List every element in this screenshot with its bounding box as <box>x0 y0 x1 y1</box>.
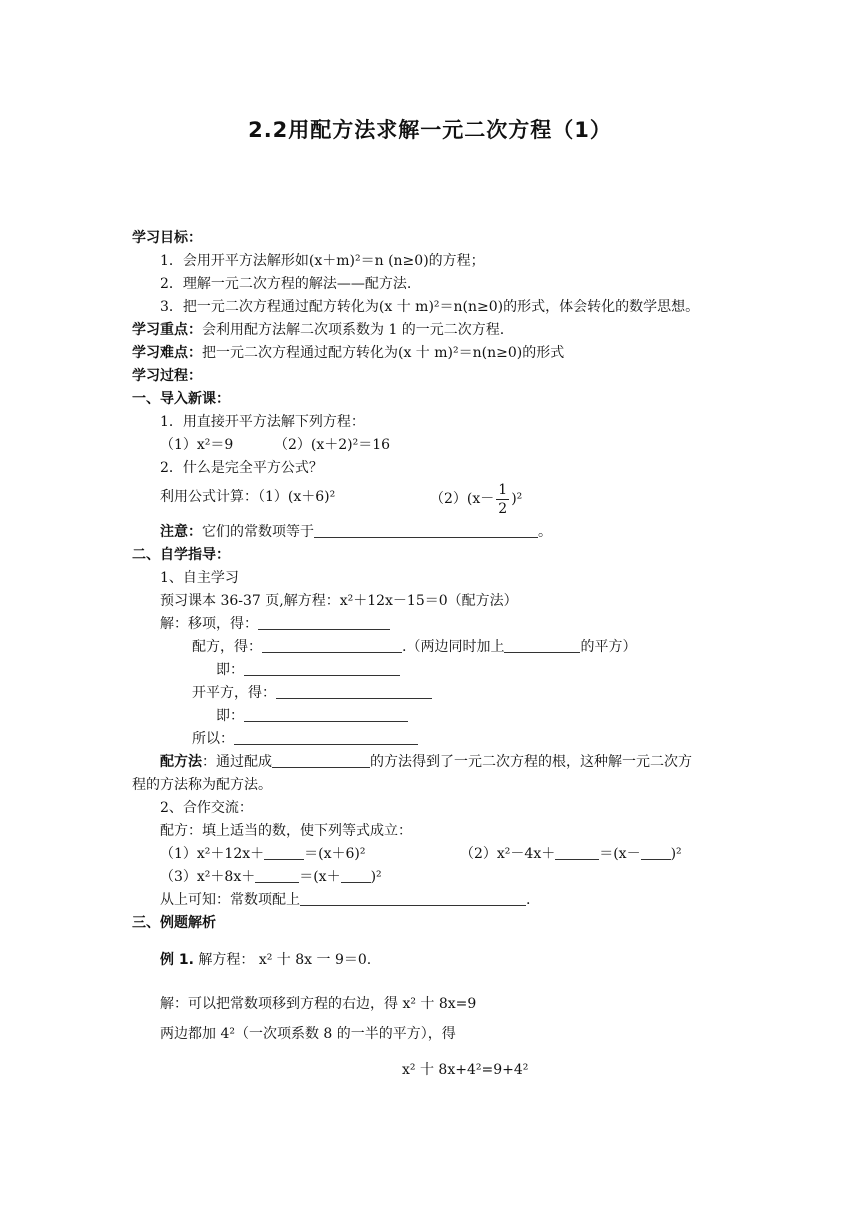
step-ie-2-blank[interactable] <box>244 707 408 722</box>
preview-task: 预习课本 36-37 页,解方程：x²＋12x－15＝0（配方法） <box>160 593 518 609</box>
method-text-2: 的方法得到了一元二次方程的根，这种解一元二次方 <box>370 754 692 770</box>
method-text-1: ：通过配成 <box>202 754 272 770</box>
conclusion <box>160 891 530 909</box>
method-blank[interactable] <box>272 753 370 768</box>
fill-1-right: ＝(x＋6)² <box>304 846 366 862</box>
fill-1-left: （1）x²＋12x＋ <box>160 846 265 862</box>
objectives-heading: 学习目标： <box>132 230 202 246</box>
question-2: 2．什么是完全平方公式？ <box>160 460 323 476</box>
step-sqrt <box>192 684 432 702</box>
note-label: 注意： <box>160 524 202 540</box>
section1-heading: 一、导入新课： <box>132 391 230 407</box>
fill-intro: 配方：填上适当的数，使下列等式成立： <box>160 823 412 839</box>
step-ie-1 <box>216 661 400 679</box>
step-ie-1-label: 即： <box>216 662 244 678</box>
fill-2 <box>460 845 682 863</box>
example-text: 解方程： x² 十 8x 一 9＝0. <box>198 952 372 968</box>
example-label: 例 1. <box>160 952 194 968</box>
note-text: 它们的常数项等于 <box>202 524 314 540</box>
fill-2-right: )² <box>670 846 682 862</box>
conclusion-blank[interactable] <box>300 891 526 906</box>
fill-3-left: （3）x²＋8x＋ <box>160 869 256 885</box>
step-ie-2 <box>216 707 408 725</box>
step-complete-blank[interactable] <box>262 638 402 653</box>
fill-2-mid: ＝(x－ <box>599 846 641 862</box>
fill-3-blank-b[interactable] <box>341 868 371 883</box>
step-complete-label: 配方，得： <box>192 639 262 655</box>
fraction-numerator: 1 <box>498 481 508 498</box>
step-complete-add-blank[interactable] <box>504 638 580 653</box>
solution-step-3: x² 十 8x+4²=9+4² <box>402 1062 529 1078</box>
fill-3-mid: ＝(x＋ <box>299 869 341 885</box>
step-ie-2-label: 即： <box>216 708 244 724</box>
step-ie-1-blank[interactable] <box>244 661 400 676</box>
key-point <box>132 321 504 339</box>
step-complete-end: 的平方） <box>580 639 637 655</box>
fill-2-blank[interactable] <box>555 845 599 860</box>
method-definition-cont: 程的方法称为配方法。 <box>132 777 272 793</box>
calc-2-right: )² <box>511 491 523 507</box>
question-1: 1．用直接开平方法解下列方程： <box>160 414 365 430</box>
fill-3-blank[interactable] <box>255 868 299 883</box>
note-end: 。 <box>538 524 552 540</box>
fill-3 <box>160 868 382 886</box>
fill-1-blank[interactable] <box>264 845 304 860</box>
step-complete-mid: .（两边同时加上 <box>402 639 505 655</box>
objective-1: 1．会用开平方法解形如(x＋m)²＝n (n≥0)的方程； <box>160 253 485 269</box>
fill-2-left: （2）x²－4x＋ <box>460 846 556 862</box>
step-sqrt-label: 开平方，得： <box>192 685 276 701</box>
key-point-text: 会利用配方法解二次项系数为 1 的一元二次方程. <box>202 322 505 338</box>
objective-2: 2．理解一元二次方程的解法——配方法. <box>160 276 412 292</box>
fraction-denominator: 2 <box>498 500 508 517</box>
step-so-label: 所以： <box>192 731 234 747</box>
method-label: 配方法 <box>160 754 202 770</box>
solution-step-2: 两边都加 4²（一次项系数 8 的一半的平方），得 <box>160 1026 456 1042</box>
solution-step-1: 解：可以把常数项移到方程的右边，得 x² 十 8x=9 <box>160 996 477 1012</box>
difficulty-text: 把一元二次方程通过配方转化为(x 十 m)²＝n(n≥0)的形式 <box>202 345 565 361</box>
step-move-label: 解：移项，得： <box>160 616 258 632</box>
objective-3: 3．把一元二次方程通过配方转化为(x 十 m)²＝n(n≥0)的形式，体会转化的数学思想。 <box>160 299 700 315</box>
section2-heading: 二、自学指导： <box>132 547 230 563</box>
method-definition <box>160 753 692 771</box>
fill-2-blank-b[interactable] <box>641 845 671 860</box>
calc-2 <box>430 479 522 519</box>
step-so <box>192 730 418 748</box>
conclusion-text: 从上可知：常数项配上 <box>160 892 300 908</box>
step-so-blank[interactable] <box>234 730 418 745</box>
process-heading: 学习过程： <box>132 368 202 384</box>
example-1 <box>160 951 371 969</box>
step-complete <box>192 638 636 656</box>
difficulty-label: 学习难点： <box>132 345 202 361</box>
self-study-heading: 1、自主学习 <box>160 570 239 586</box>
section3-heading: 三、例题解析 <box>132 915 216 931</box>
page-title: 2.2用配方法求解一元二次方程（1） <box>248 118 612 142</box>
key-point-label: 学习重点： <box>132 322 202 338</box>
step-move-blank[interactable] <box>258 615 390 630</box>
fraction-one-half <box>496 481 509 518</box>
question-1b: （2）(x＋2)²＝16 <box>274 437 391 453</box>
calc-2-left: （2）(x－ <box>430 491 495 507</box>
fill-1 <box>160 845 365 863</box>
calc-1: 利用公式计算：（1）(x＋6)² <box>160 489 336 505</box>
step-sqrt-blank[interactable] <box>276 684 432 699</box>
difficulty <box>132 344 564 362</box>
note-blank[interactable] <box>314 523 538 538</box>
note <box>160 523 552 541</box>
cooperation-heading: 2、合作交流： <box>160 800 253 816</box>
fill-3-right: )² <box>370 869 382 885</box>
question-1a: （1）x²＝9 <box>160 437 234 453</box>
step-move <box>160 615 390 633</box>
conclusion-end: . <box>526 892 531 908</box>
